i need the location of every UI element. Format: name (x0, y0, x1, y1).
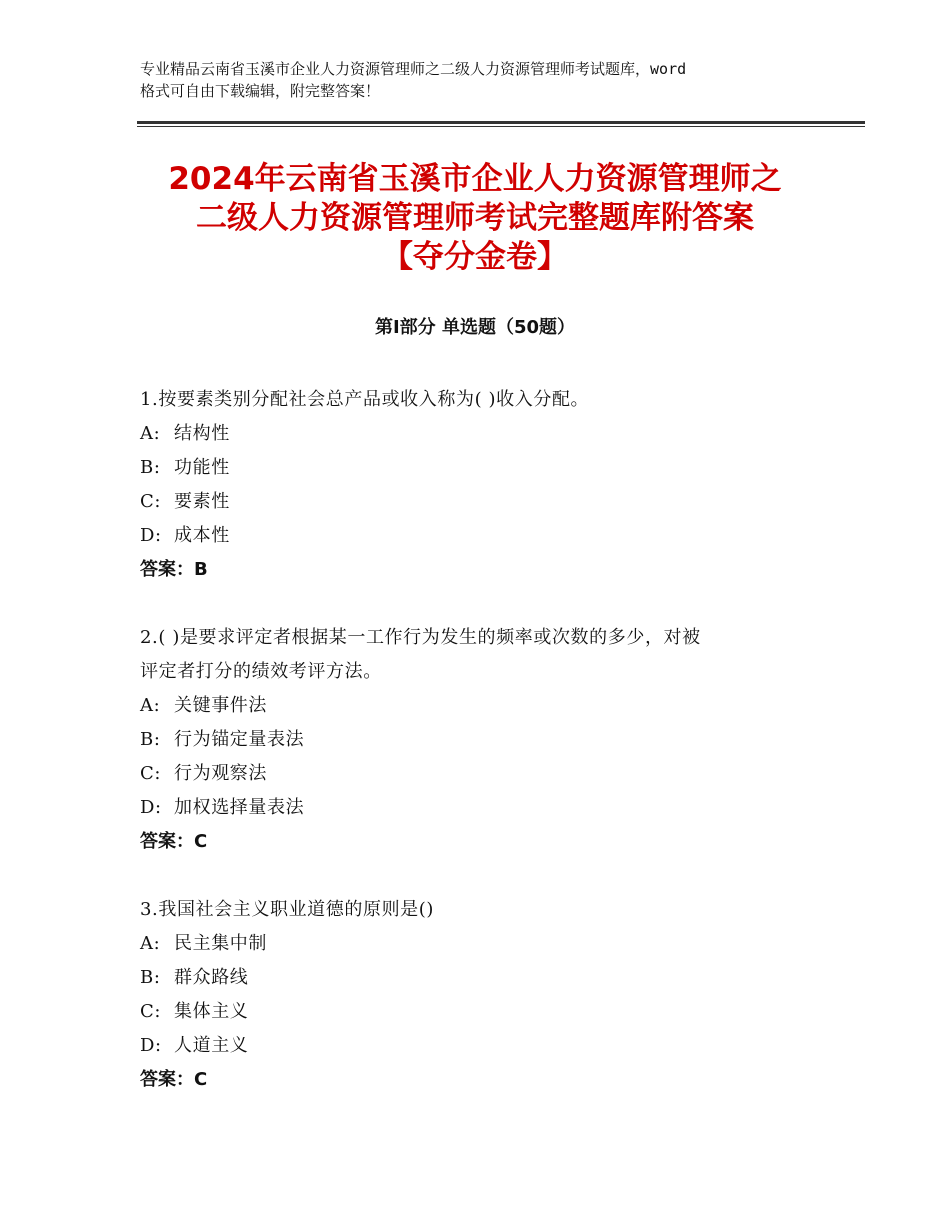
option-letter: D: (140, 525, 162, 546)
option-d (140, 519, 820, 553)
option-letter: A: (140, 423, 161, 444)
header-note-line-1: 专业精品云南省玉溪市企业人力资源管理师之二级人力资源管理师考试题库，word (140, 60, 687, 78)
option-d (140, 791, 820, 825)
option-letter: C: (140, 491, 162, 512)
option-letter: B: (140, 729, 161, 750)
option-letter: A: (140, 695, 161, 716)
option-a (140, 927, 820, 961)
document-title (100, 160, 850, 277)
option-letter: C: (140, 763, 162, 784)
option-c (140, 485, 820, 519)
header-note (140, 58, 830, 102)
question-2 (140, 621, 820, 859)
document-title-line-1: 2024年云南省玉溪市企业人力资源管理师之 (168, 161, 782, 197)
answer: 答案：C (140, 831, 208, 852)
section-title: 第Ⅰ部分 单选题（50题） (374, 317, 575, 338)
option-text: 结构性 (174, 423, 230, 444)
option-text: 人道主义 (174, 1035, 249, 1056)
header-rule-thick (137, 121, 865, 124)
answer: 答案：B (140, 559, 208, 580)
option-letter: D: (140, 1035, 162, 1056)
question-stem: 2.( )是要求评定者根据某一工作行为发生的频率或次数的多少，对被 (140, 627, 701, 648)
question-stem: 3.我国社会主义职业道德的原则是() (140, 899, 435, 920)
header-rule-thin (137, 126, 865, 127)
document-title-line-3: 【夺分金卷】 (382, 239, 568, 275)
answer: 答案：C (140, 1069, 208, 1090)
question-stem: 1.按要素类别分配社会总产品或收入称为( )收入分配。 (140, 389, 590, 410)
option-a (140, 689, 820, 723)
option-text: 要素性 (174, 491, 230, 512)
option-letter: C: (140, 1001, 162, 1022)
option-text: 民主集中制 (174, 933, 267, 954)
option-letter: A: (140, 933, 161, 954)
option-text: 群众路线 (174, 967, 249, 988)
option-text: 集体主义 (174, 1001, 249, 1022)
option-text: 功能性 (174, 457, 230, 478)
option-text: 成本性 (174, 525, 230, 546)
option-b (140, 723, 820, 757)
option-b (140, 451, 820, 485)
question-list (140, 383, 820, 1131)
document-title-line-2: 二级人力资源管理师考试完整题库附答案 (196, 200, 754, 236)
question-stem-continued: 评定者打分的绩效考评方法。 (140, 661, 382, 682)
option-text: 行为观察法 (174, 763, 267, 784)
option-c (140, 995, 820, 1029)
question-1 (140, 383, 820, 587)
option-d (140, 1029, 820, 1063)
option-c (140, 757, 820, 791)
question-3 (140, 893, 820, 1097)
option-b (140, 961, 820, 995)
option-a (140, 417, 820, 451)
option-letter: D: (140, 797, 162, 818)
option-text: 关键事件法 (174, 695, 267, 716)
header-note-line-2: 格式可自由下载编辑，附完整答案！ (140, 82, 381, 100)
option-letter: B: (140, 457, 161, 478)
option-text: 行为锚定量表法 (174, 729, 305, 750)
option-text: 加权选择量表法 (174, 797, 305, 818)
option-letter: B: (140, 967, 161, 988)
